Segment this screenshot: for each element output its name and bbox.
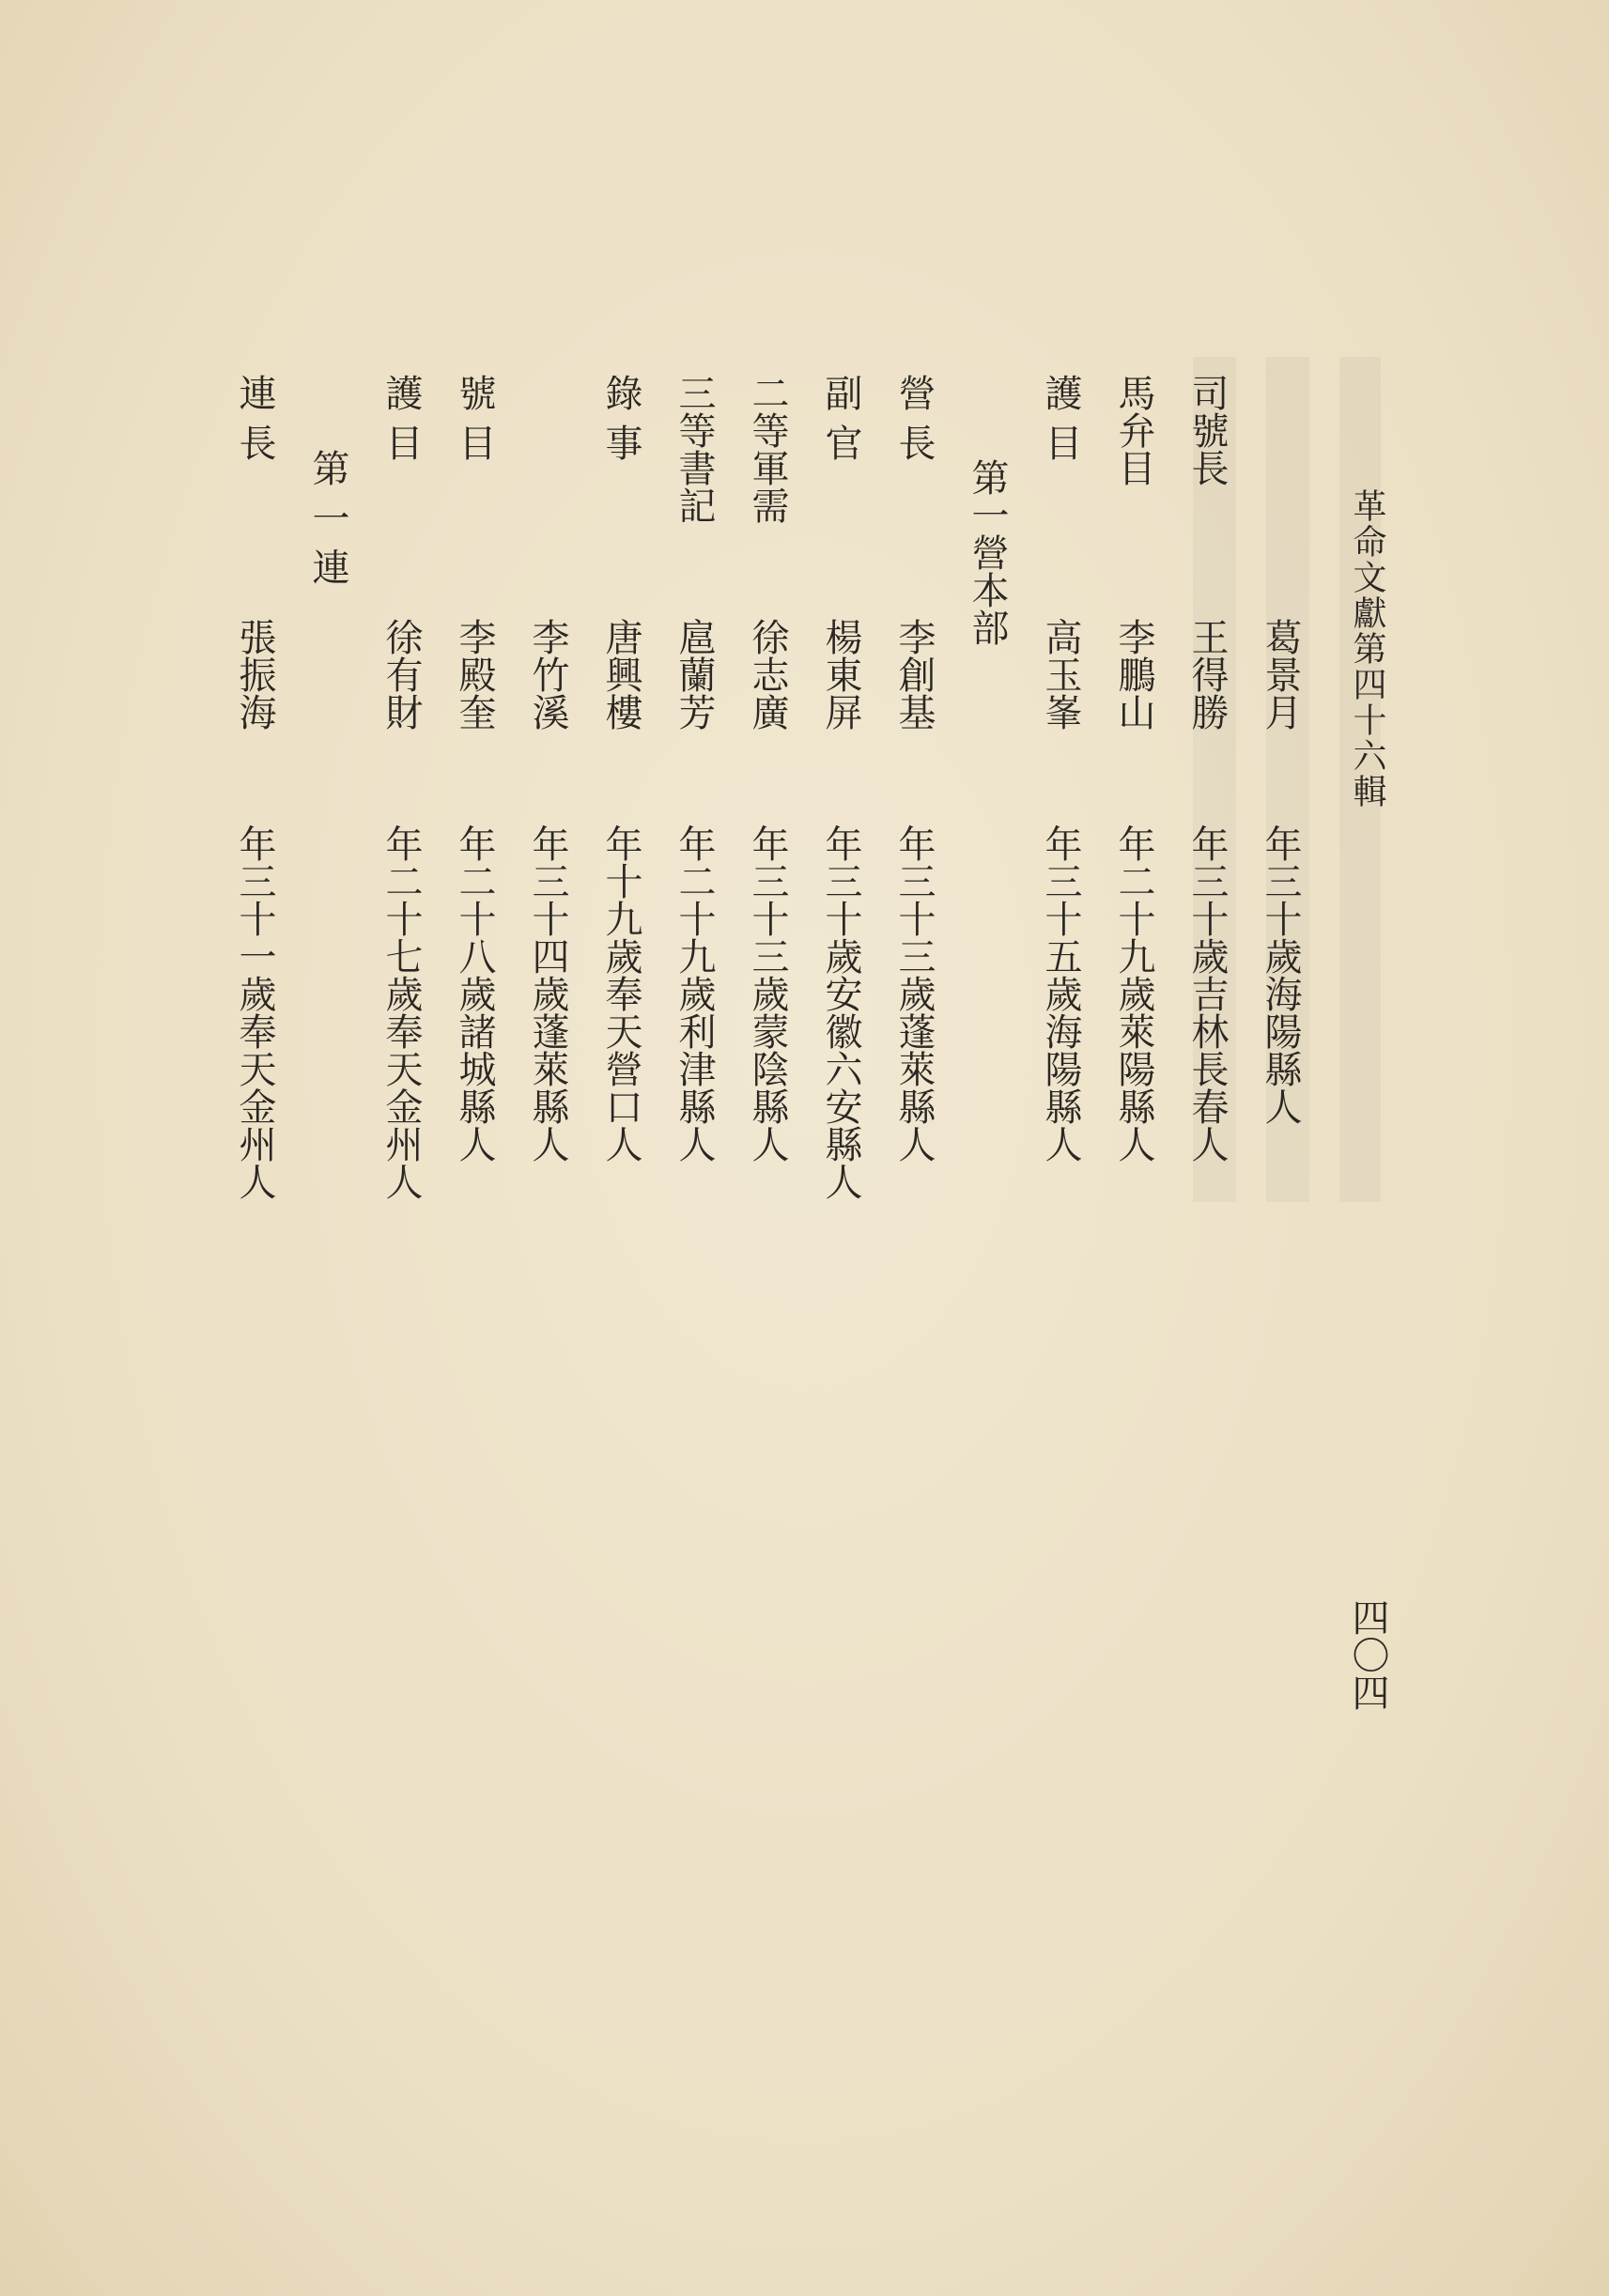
person-name: 李鵬山	[1112, 618, 1155, 731]
person-info: 年二十七歲奉天金州人	[379, 824, 423, 1200]
roster-entry	[1174, 374, 1240, 1256]
person-name: 高玉峯	[1039, 618, 1082, 731]
person-name: 唐興樓	[599, 618, 642, 731]
person-info: 年三十歲海陽縣人	[1259, 824, 1302, 1125]
rank-title: 護 目	[1039, 374, 1082, 461]
roster-entry	[515, 374, 580, 1256]
person-name: 李竹溪	[526, 618, 569, 731]
section-heading	[954, 374, 1020, 1256]
roster-entry	[1247, 374, 1313, 1256]
person-info: 年三十三歲蒙陰縣人	[746, 824, 789, 1163]
roster-entry	[222, 374, 287, 1256]
person-info: 年三十四歲蓬萊縣人	[526, 824, 569, 1163]
rank-title: 營 長	[892, 374, 936, 461]
person-name: 楊東屏	[819, 618, 862, 731]
rank-title: 護 目	[379, 374, 423, 461]
rank-title: 連 長	[233, 374, 276, 461]
roster-entry	[881, 374, 947, 1256]
person-info: 年三十三歲蓬萊縣人	[892, 824, 936, 1163]
rank-title: 副 官	[819, 374, 862, 461]
person-info: 年二十八歲諸城縣人	[453, 824, 496, 1163]
person-info: 年三十歲安徽六安縣人	[819, 824, 862, 1200]
person-name: 徐有財	[379, 618, 423, 731]
person-name: 王得勝	[1185, 618, 1229, 731]
person-name: 徐志廣	[746, 618, 789, 731]
page-number: 四〇四	[1346, 1598, 1389, 1711]
person-name: 葛景月	[1259, 618, 1302, 731]
person-info: 年二十九歲利津縣人	[673, 824, 716, 1163]
person-name: 李創基	[892, 618, 936, 731]
book-title-header: 革命文獻第四十六輯	[1348, 488, 1386, 809]
roster-entry	[1101, 374, 1167, 1256]
section-title: 第一營本部	[966, 458, 1009, 646]
rank-title: 二等軍需	[746, 374, 789, 524]
person-name: 扈蘭芳	[673, 618, 716, 731]
roster-entry	[441, 374, 507, 1256]
roster-entry	[661, 374, 727, 1256]
person-name: 李殿奎	[453, 618, 496, 731]
person-info: 年三十一歲奉天金州人	[233, 824, 276, 1200]
person-name: 張振海	[233, 618, 276, 731]
roster-entry	[588, 374, 654, 1256]
person-info: 年三十歲吉林長春人	[1185, 824, 1229, 1163]
roster-entry	[808, 374, 874, 1256]
rank-title: 三等書記	[673, 374, 716, 524]
roster-entry	[368, 374, 434, 1256]
roster-entry	[1028, 374, 1093, 1256]
rank-title: 馬弁目	[1112, 374, 1155, 486]
roster-entry	[735, 374, 800, 1256]
person-info: 年二十九歲萊陽縣人	[1112, 824, 1155, 1163]
person-info: 年三十五歲海陽縣人	[1039, 824, 1082, 1163]
rank-title: 號 目	[453, 374, 496, 461]
rank-title: 司號長	[1185, 374, 1229, 486]
section-heading	[295, 374, 361, 1256]
rank-title: 錄 事	[599, 374, 642, 461]
section-title: 第 一 連	[306, 449, 349, 586]
person-info: 年十九歲奉天營口人	[599, 824, 642, 1163]
